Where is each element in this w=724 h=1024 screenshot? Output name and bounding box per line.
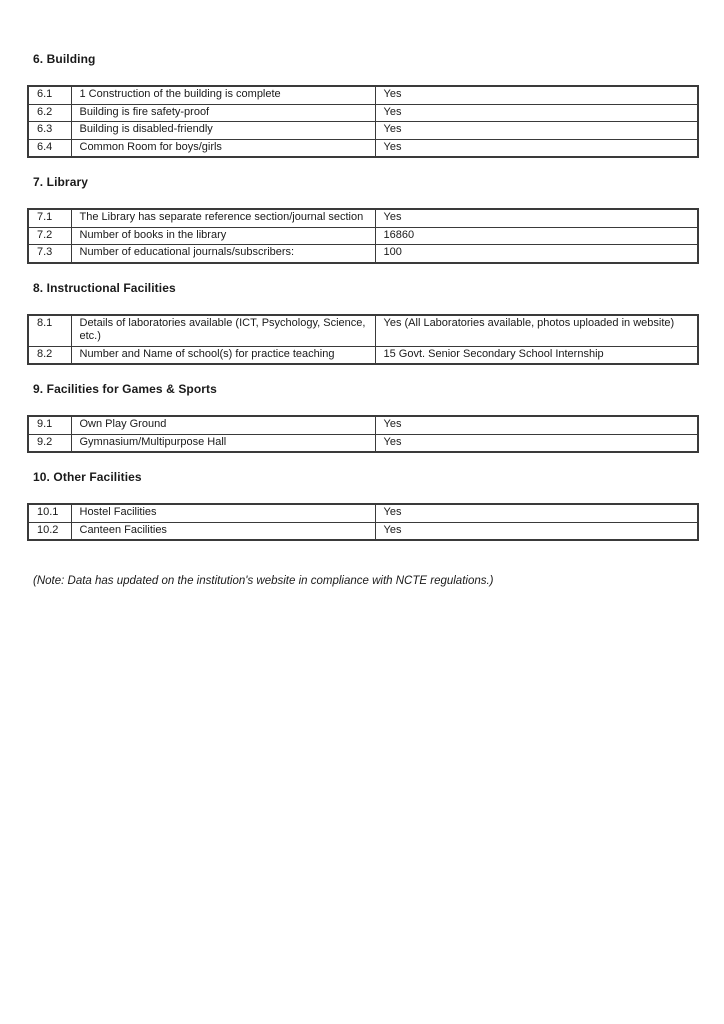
table-row (28, 104, 698, 122)
row-item-cell: The Library has separate reference section/journal section (71, 209, 375, 227)
facility-table (27, 415, 699, 453)
facility-section (27, 175, 697, 264)
row-number-cell: 8.2 (28, 346, 71, 364)
row-item-cell: Building is disabled-friendly (71, 122, 375, 140)
row-number-cell: 7.3 (28, 245, 71, 263)
facility-section (27, 281, 697, 366)
footnote: (Note: Data has updated on the institution's website in compliance with NCTE regulations.) (33, 575, 494, 587)
row-number-cell: 8.1 (28, 315, 71, 347)
row-number-cell: 6.4 (28, 139, 71, 157)
facility-section (27, 52, 697, 158)
row-number-cell: 10.2 (28, 522, 71, 540)
row-number-cell: 6.1 (28, 86, 71, 104)
row-item-cell: Common Room for boys/girls (71, 139, 375, 157)
section-heading: 9. Facilities for Games & Sports (33, 382, 217, 396)
row-value-cell: Yes (375, 209, 698, 227)
row-item-cell: Gymnasium/Multipurpose Hall (71, 434, 375, 452)
facility-table (27, 503, 699, 541)
row-value-cell: Yes (375, 86, 698, 104)
row-value-cell: Yes (375, 504, 698, 522)
table-row (28, 227, 698, 245)
row-number-cell: 9.2 (28, 434, 71, 452)
table-row (28, 434, 698, 452)
table-row (28, 416, 698, 434)
row-number-cell: 7.1 (28, 209, 71, 227)
table-row (28, 504, 698, 522)
row-value-cell: Yes (375, 104, 698, 122)
document-sections (27, 52, 697, 541)
table-row (28, 315, 698, 347)
row-item-cell: Building is fire safety-proof (71, 104, 375, 122)
row-value-cell: Yes (375, 522, 698, 540)
row-number-cell: 9.1 (28, 416, 71, 434)
table-row (28, 209, 698, 227)
facility-table (27, 85, 699, 158)
row-value-cell: Yes (375, 139, 698, 157)
row-item-cell: Number and Name of school(s) for practice teaching (71, 346, 375, 364)
row-value-cell: Yes (375, 434, 698, 452)
row-item-cell: Number of books in the library (71, 227, 375, 245)
facility-section (27, 470, 697, 541)
row-value-cell: 16860 (375, 227, 698, 245)
section-heading: 6. Building (33, 52, 96, 66)
row-value-cell: Yes (375, 122, 698, 140)
row-item-cell: Own Play Ground (71, 416, 375, 434)
row-value-cell: 15 Govt. Senior Secondary School Internship (375, 346, 698, 364)
table-row (28, 139, 698, 157)
row-item-cell: Number of educational journals/subscribers: (71, 245, 375, 263)
table-row (28, 86, 698, 104)
row-item-cell: Hostel Facilities (71, 504, 375, 522)
row-value-cell: Yes (All Laboratories available, photos uploaded in website) (375, 315, 698, 347)
row-item-cell: Canteen Facilities (71, 522, 375, 540)
row-item-cell: Details of laboratories available (ICT, Psychology, Science, etc.) (71, 315, 375, 347)
table-row (28, 522, 698, 540)
row-number-cell: 10.1 (28, 504, 71, 522)
row-number-cell: 6.3 (28, 122, 71, 140)
facility-section (27, 382, 697, 453)
table-row (28, 122, 698, 140)
row-number-cell: 7.2 (28, 227, 71, 245)
row-value-cell: 100 (375, 245, 698, 263)
row-number-cell: 6.2 (28, 104, 71, 122)
section-heading: 10. Other Facilities (33, 470, 142, 484)
facility-table (27, 208, 699, 264)
section-heading: 7. Library (33, 175, 89, 189)
row-value-cell: Yes (375, 416, 698, 434)
facility-table (27, 314, 699, 366)
section-heading: 8. Instructional Facilities (33, 280, 176, 295)
table-row (28, 346, 698, 364)
table-row (28, 245, 698, 263)
row-item-cell: 1 Construction of the building is complete (71, 86, 375, 104)
